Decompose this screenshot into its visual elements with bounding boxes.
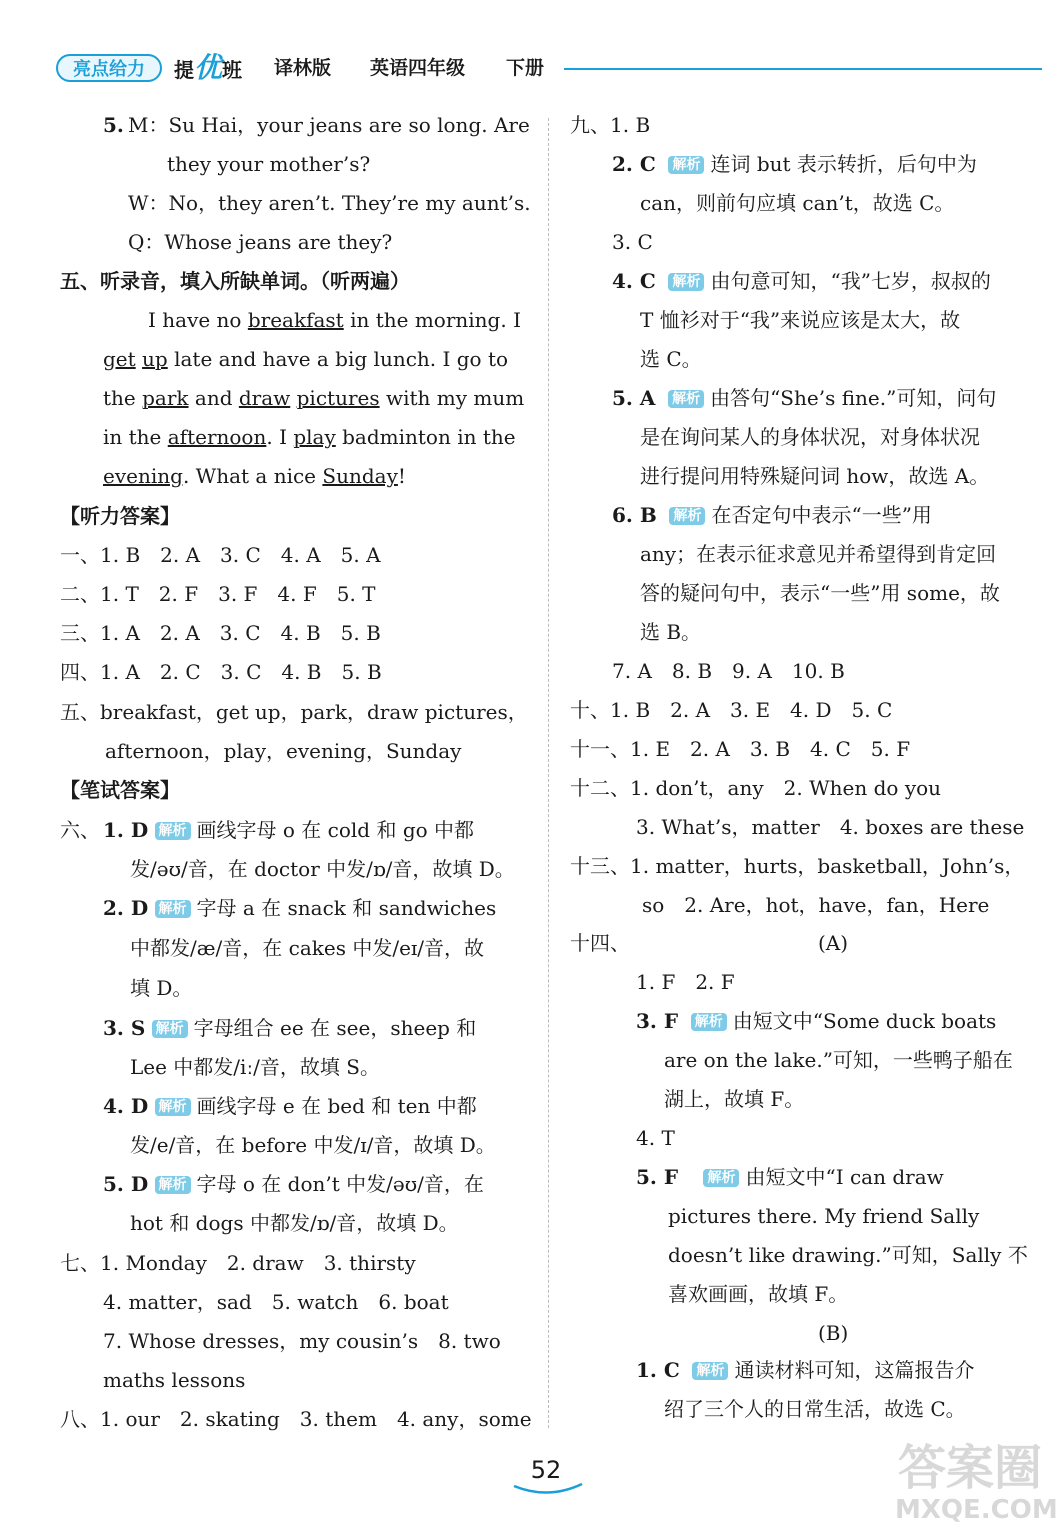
analysis-tag: 解析 xyxy=(669,507,705,525)
section-11: 十一、1. E 2. A 3. B 4. C 5. F xyxy=(570,737,911,761)
s14-item3: 3. F 解析 由短文中“Some duck boats xyxy=(636,1009,997,1033)
edition-label: 译林版 xyxy=(274,57,332,79)
s6-item4: 4. D 解析 画线字母 e 在 bed 和 ten 中都 xyxy=(103,1094,477,1118)
section-6-head: 六、 xyxy=(60,818,100,842)
s9-item2: 2. C 解析 连词 but 表示转折，后句中为 xyxy=(612,152,977,176)
brand-logo: 亮点给力 xyxy=(56,54,162,82)
s9-item5-line2: 是在询问某人的身体状况，对身体状况 xyxy=(640,425,980,449)
s9-item2-line2: can，则前句应填 can’t，故选 C。 xyxy=(640,191,955,215)
page-number: 52 xyxy=(530,1456,562,1484)
s6-item2: 2. D 解析 字母 a 在 snack 和 sandwiches xyxy=(103,896,497,920)
s9-item5: 5. A 解析 由答句“She’s fine.”可知，问句 xyxy=(612,386,997,410)
s14-b-item1-line2: 绍了三个人的日常生活，故选 C。 xyxy=(664,1397,966,1421)
section-12-line1: 十二、1. don’t，any 2. When do you xyxy=(570,776,942,800)
s14-item5-line4: 喜欢画画，故填 F。 xyxy=(668,1282,849,1306)
column-divider xyxy=(548,118,549,1428)
section-7-line3: 7. Whose dresses，my cousin’s 8. two xyxy=(103,1329,501,1353)
header-rule xyxy=(564,68,1042,70)
s6-item4-line2: 发/e/音，在 before 中发/ɪ/音，故填 D。 xyxy=(130,1133,496,1157)
analysis-tag: 解析 xyxy=(155,822,191,840)
s9-item6-line2: any；在表示征求意见并希望得到肯定回 xyxy=(640,542,997,566)
listening-answer-2: 二、1. T 2. F 3. F 4. F 5. T xyxy=(60,582,376,606)
q5-line1: M：Su Hai，your jeans are so long. Are xyxy=(128,113,530,137)
s14-item5: 5. F 解析 由短文中“I can draw xyxy=(636,1165,944,1189)
s6-item5: 5. D 解析 字母 o 在 don’t 中发/əʊ/音，在 xyxy=(103,1172,484,1196)
s14-item5-line3: doesn’t like drawing.”可知，Sally 不 xyxy=(668,1243,1028,1267)
q5-number: 5. xyxy=(103,113,124,137)
listening-answer-5-line1: 五、breakfast，get up，park，draw pictures， xyxy=(60,700,528,724)
q5-line4: Q：Whose jeans are they? xyxy=(128,230,393,254)
written-answers-title: 【笔试答案】 xyxy=(60,778,180,802)
section-8-line1: 八、1. our 2. skating 3. them 4. any，some xyxy=(60,1407,532,1431)
s14-item3-line3: 湖上，故填 F。 xyxy=(664,1087,805,1111)
section-7-line2: 4. matter，sad 5. watch 6. boat xyxy=(103,1290,449,1314)
passage-line5: evening. What a nice Sunday! xyxy=(103,464,406,488)
s9-item4: 4. C 解析 由句意可知，“我”七岁，叔叔的 xyxy=(612,269,991,293)
s9-item5-line3: 进行提问用特殊疑问词 how，故选 A。 xyxy=(640,464,990,488)
s9-items-7-10: 7. A 8. B 9. A 10. B xyxy=(612,659,845,683)
listening-answer-5-line2: afternoon，play，evening，Sunday xyxy=(105,739,462,763)
s9-item6: 6. B 解析 在否定句中表示“一些”用 xyxy=(612,503,932,527)
s9-item6-line4: 选 B。 xyxy=(640,620,702,644)
page-number-swoosh xyxy=(512,1482,584,1498)
s14-b-item1: 1. C 解析 通读材料可知，这篇报告介 xyxy=(636,1358,975,1382)
analysis-tag: 解析 xyxy=(155,900,191,918)
section-7-line4: maths lessons xyxy=(103,1368,246,1392)
analysis-tag: 解析 xyxy=(691,1013,727,1031)
s6-item2-line3: 填 D。 xyxy=(130,976,193,1000)
listening-answer-3: 三、1. A 2. A 3. C 4. B 5. B xyxy=(60,621,381,645)
analysis-tag: 解析 xyxy=(155,1098,191,1116)
s14-item5-line2: pictures there. My friend Sally xyxy=(668,1204,980,1228)
section-13-line1: 十三、1. matter，hurts，basketball，John’s， xyxy=(570,854,1025,878)
section-9-line1: 九、1. B xyxy=(570,113,651,137)
s9-item3: 3. C xyxy=(612,230,653,254)
analysis-tag: 解析 xyxy=(703,1169,739,1187)
section-13-line2: so 2. Are，hot，have，fan，Here xyxy=(642,893,990,917)
analysis-tag: 解析 xyxy=(692,1362,728,1380)
volume-label: 下册 xyxy=(506,57,545,79)
s14-item4: 4. T xyxy=(636,1126,675,1150)
listening-answer-1: 一、1. B 2. A 3. C 4. A 5. A xyxy=(60,543,381,567)
analysis-tag: 解析 xyxy=(152,1020,188,1038)
watermark: 答案圈 MXQE.COM xyxy=(895,1440,1058,1525)
listening-answers-title: 【听力答案】 xyxy=(60,504,180,528)
section-10: 十、1. B 2. A 3. E 4. D 5. C xyxy=(570,698,893,722)
passage-line3: the park and draw pictures with my mum xyxy=(103,386,525,410)
s6-item2-line2: 中都发/æ/音，在 cakes 中发/eɪ/音，故 xyxy=(130,936,485,960)
analysis-tag: 解析 xyxy=(668,390,704,408)
part-a-label: (A) xyxy=(818,931,849,955)
series-name: 提优班 xyxy=(174,51,243,84)
section-5-title: 五、听录音，填入所缺单词。（听两遍） xyxy=(60,269,410,293)
q5-line2: they your mother’s? xyxy=(167,152,371,176)
passage-line1: I have no breakfast in the morning. I xyxy=(148,308,521,332)
subject-label: 英语四年级 xyxy=(370,57,466,79)
section-14-head: 十四、 xyxy=(570,931,630,955)
section-7-line1: 七、1. Monday 2. draw 3. thirsty xyxy=(60,1251,416,1275)
part-b-label: (B) xyxy=(818,1321,849,1345)
s6-item5-line2: hot 和 dogs 中都发/ɒ/音，故填 D。 xyxy=(130,1211,459,1235)
s9-item4-line2: T 恤衫对于“我”来说应该是太大，故 xyxy=(640,308,961,332)
passage-line4: in the afternoon. I play badminton in the xyxy=(103,425,516,449)
s14-item3-line2: are on the lake.”可知，一些鸭子船在 xyxy=(664,1048,1013,1072)
s6-item1: 1. D 解析 画线字母 o 在 cold 和 go 中都 xyxy=(103,818,475,842)
section-12-line2: 3. What’s，matter 4. boxes are these xyxy=(636,815,1025,839)
s6-item3: 3. S 解析 字母组合 ee 在 see，sheep 和 xyxy=(103,1016,477,1040)
page-header xyxy=(56,52,1041,86)
s6-item1-line2: 发/əʊ/音，在 doctor 中发/ɒ/音，故填 D。 xyxy=(130,857,515,881)
s14-items-1-2: 1. F 2. F xyxy=(636,970,735,994)
s6-item3-line2: Lee 中都发/iː/音，故填 S。 xyxy=(130,1055,380,1079)
q5-line3: W：No，they aren’t. They’re my aunt’s. xyxy=(128,191,531,215)
listening-answer-4: 四、1. A 2. C 3. C 4. B 5. B xyxy=(60,660,382,684)
analysis-tag: 解析 xyxy=(668,156,704,174)
analysis-tag: 解析 xyxy=(668,273,704,291)
passage-line2: get up late and have a big lunch. I go to xyxy=(103,347,509,371)
s9-item4-line3: 选 C。 xyxy=(640,347,702,371)
analysis-tag: 解析 xyxy=(155,1176,191,1194)
s9-item6-line3: 答的疑问句中，表示“一些”用 some，故 xyxy=(640,581,1000,605)
